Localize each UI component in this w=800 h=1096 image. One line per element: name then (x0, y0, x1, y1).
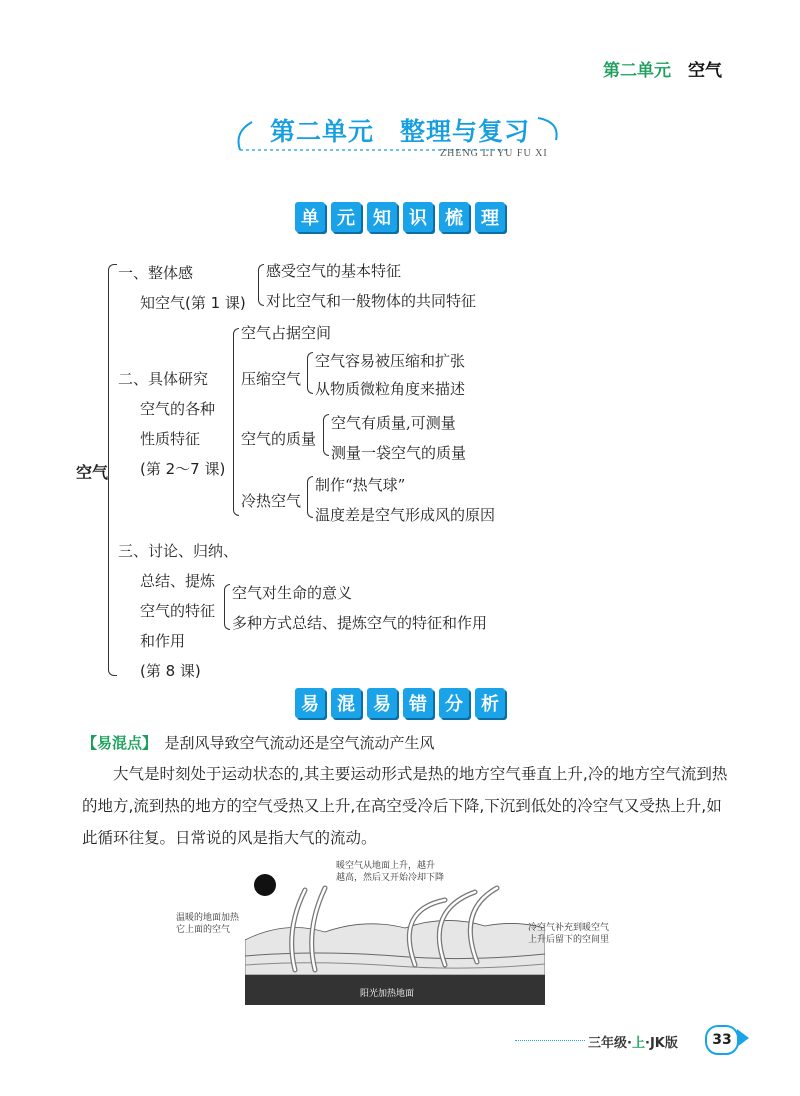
branch2-line2: 空气的各种 (140, 400, 216, 418)
footer-grade: 三年级 (588, 1036, 628, 1051)
branch1-leaf: 对比空气和一般物体的共同特征 (266, 292, 477, 310)
mass-leaf: 空气有质量,可测量 (331, 414, 456, 432)
branch3-line4: 和作用 (140, 632, 186, 650)
unit-header (603, 56, 722, 81)
heading-char: 混 (331, 688, 361, 718)
page-title: 第二单元 整理与复习 (269, 117, 530, 146)
caption-right (528, 922, 609, 946)
section-knowledge-heading (0, 202, 800, 232)
caption-left-line: 温暖的地面加热 (176, 913, 240, 923)
mass-label: 空气的质量 (241, 430, 317, 448)
confusion-question: 是刮风导致空气流动还是空气流动产生风 (164, 734, 435, 752)
branch2-line3: 性质特征 (140, 430, 201, 448)
branch3-line1: 三、讨论、归纳、 (118, 542, 239, 560)
heading-char: 错 (403, 688, 433, 718)
heading-char: 理 (475, 202, 505, 232)
branch2-brace (233, 328, 239, 516)
branch3-line2: 总结、提炼 (140, 572, 216, 590)
confusion-paragraph: 大气是时刻处于运动状态的,其主要运动形式是热的地方空气垂直上升,冷的地方空气流到热的地方,流到热的地方的空气受热又上升,在高空受冷后下降,下沉到低处的冷空气又受热上升,如此循环往复。日常说的风是指大气的流动。 (82, 765, 728, 847)
branch2-line4: (第 2～7 课) (140, 460, 226, 478)
title-pinyin: ZHENG LI YU FU XI (440, 148, 548, 159)
hotcold-leaf: 制作“热气球” (315, 476, 406, 494)
mass-brace (323, 414, 329, 456)
caption-right-line: 上升后留下的空间里 (528, 935, 610, 945)
caption-top-line: 暖空气从地面上升，越升 (336, 861, 436, 871)
branch2-leaf: 空气占据空间 (241, 324, 332, 342)
branch3-leaf: 多种方式总结、提炼空气的特征和作用 (232, 614, 488, 632)
heading-char: 析 (475, 688, 505, 718)
footer-edition: JK版 (649, 1036, 678, 1051)
heading-char: 知 (367, 202, 397, 232)
sun-icon (254, 874, 276, 896)
confusion-tag: 【易混点】 (82, 734, 150, 752)
branch1-brace (258, 264, 264, 306)
branch3-brace (224, 584, 230, 630)
footer-term: 上 (631, 1036, 645, 1051)
caption-top (336, 860, 444, 884)
root-brace (108, 264, 117, 676)
unit-label: 第二单元 (603, 61, 671, 81)
section-confusion-heading (0, 688, 800, 718)
heading-char: 分 (439, 688, 469, 718)
compress-leaf: 空气容易被压缩和扩张 (315, 352, 466, 370)
footer-info: 三年级·上·JK版 (588, 1036, 678, 1051)
caption-left (176, 912, 239, 936)
air-convection-illustration (245, 870, 545, 1005)
caption-right-line: 冷空气补充到暖空气 (528, 923, 610, 933)
branch3-line5: (第 8 课) (140, 662, 201, 680)
branch1-line2: 知空气(第 1 课) (140, 294, 246, 312)
branch1-line1: 一、整体感 (118, 264, 194, 282)
heading-char: 易 (367, 688, 397, 718)
branch3-leaf: 空气对生命的意义 (232, 584, 353, 602)
heading-char: 识 (403, 202, 433, 232)
caption-left-line: 它上面的空气 (176, 925, 231, 935)
compress-brace (307, 352, 313, 394)
branch1-leaf: 感受空气的基本特征 (266, 262, 402, 280)
heading-char: 易 (295, 688, 325, 718)
hotcold-leaf: 温度差是空气形成风的原因 (315, 506, 496, 524)
mindmap-root: 空气 (76, 463, 109, 482)
heading-char: 单 (295, 202, 325, 232)
caption-top-line: 越高，然后又开始冷却下降 (336, 873, 445, 883)
arrow-right-icon (737, 1029, 749, 1047)
branch3-line3: 空气的特征 (140, 602, 216, 620)
branch2-line1: 二、具体研究 (118, 370, 209, 388)
hotcold-brace (307, 476, 313, 518)
mass-leaf: 测量一袋空气的质量 (331, 444, 467, 462)
heading-char: 梳 (439, 202, 469, 232)
compress-label: 压缩空气 (241, 370, 302, 388)
confusion-question-line (82, 732, 435, 753)
compress-leaf: 从物质微粒角度来描述 (315, 380, 466, 398)
footer-rule (515, 1040, 585, 1041)
caption-bottom: 阳光加热地面 (360, 989, 415, 999)
unit-topic: 空气 (688, 61, 722, 81)
hotcold-label: 冷热空气 (241, 492, 302, 510)
page-number: 33 (705, 1025, 739, 1055)
heading-char: 元 (331, 202, 361, 232)
